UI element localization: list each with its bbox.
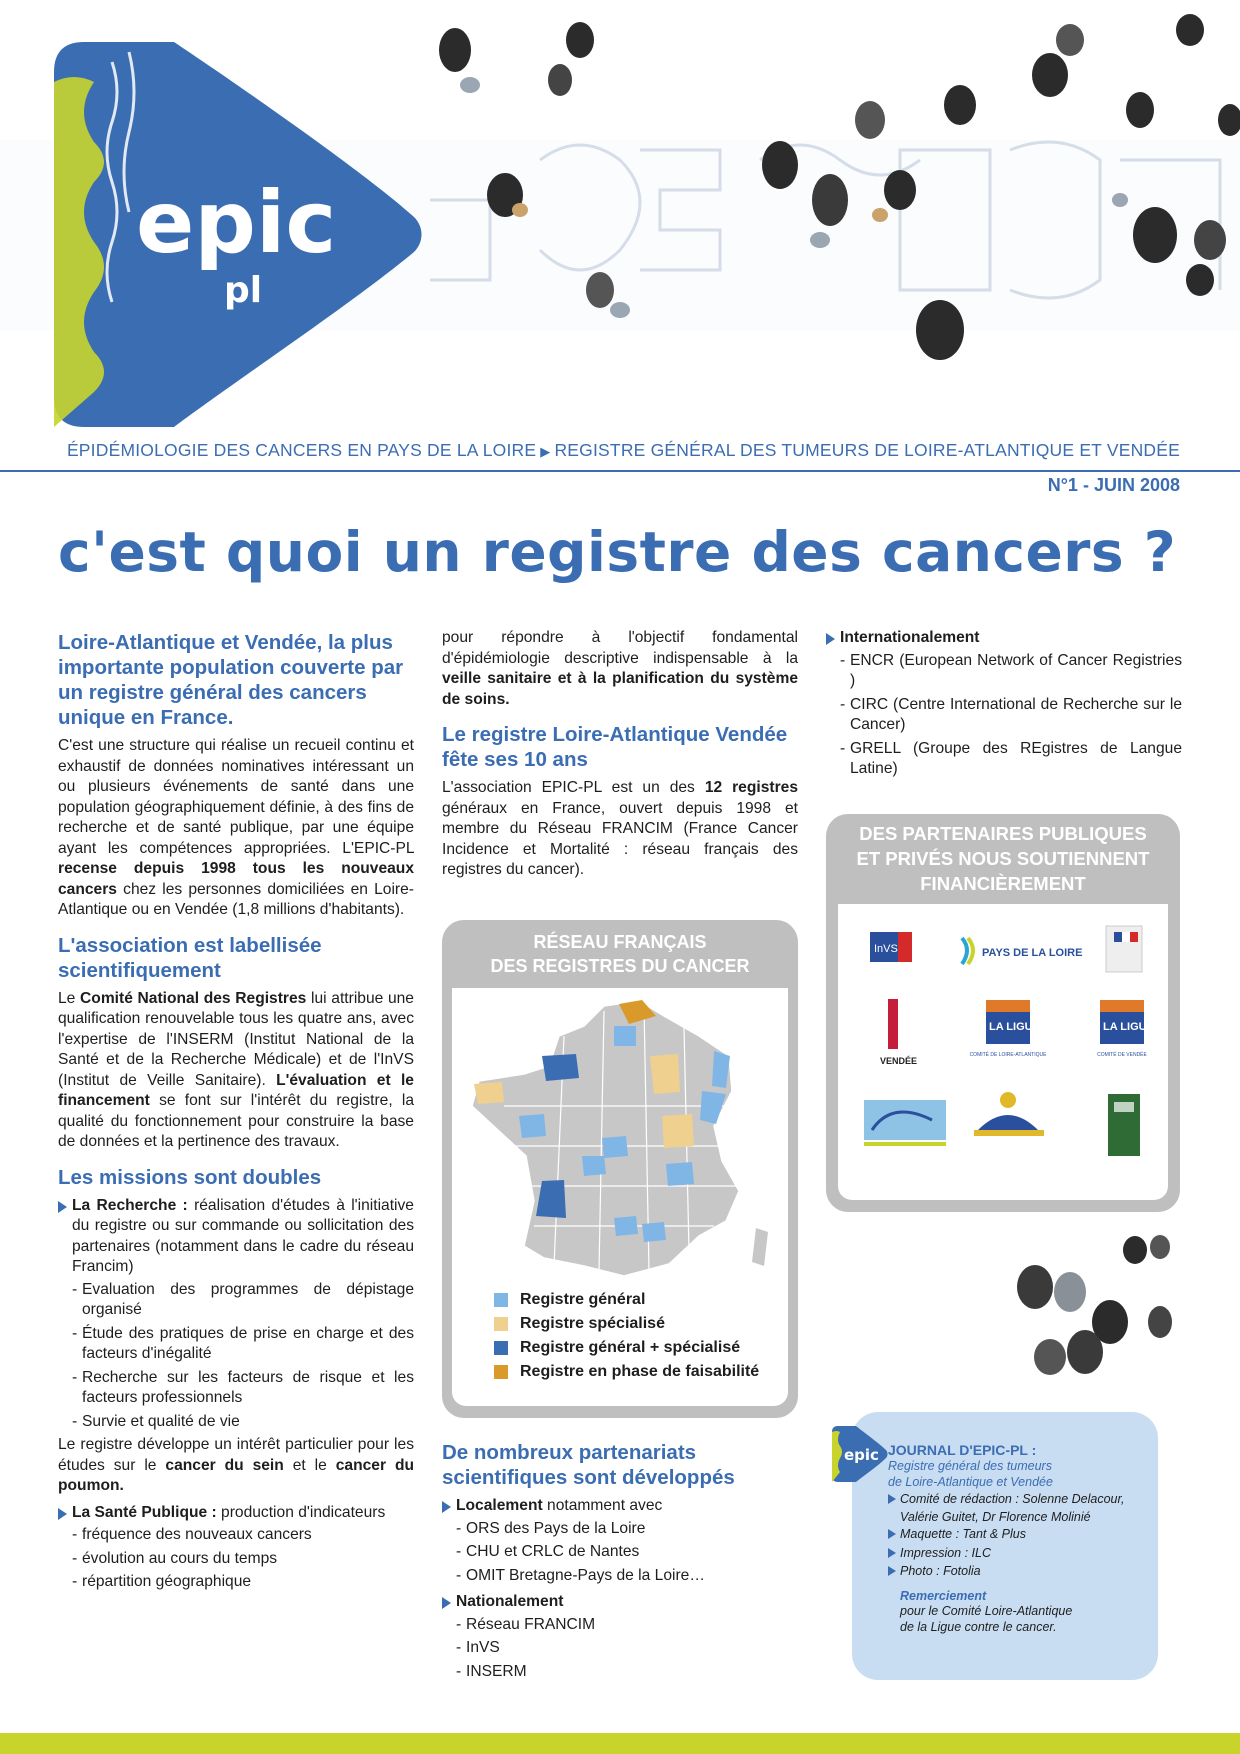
journal-line: Maquette : Tant & Plus (888, 1525, 1136, 1544)
ligue-la-logo-sub: COMITÉ DE LOIRE-ATLANTIQUE (969, 1052, 1047, 1058)
list-item: - fréquence des nouveaux cancers (72, 1525, 414, 1546)
epic-mini-logo (832, 1426, 888, 1482)
tagline (0, 440, 1180, 461)
map-title-line-2: DES REGISTRES DU CANCER (490, 956, 750, 976)
partners-panel (826, 814, 1180, 1212)
invs-logo-text: InVS (874, 943, 898, 955)
sante-text: production d'indicateurs (221, 1503, 386, 1521)
assoc-heading: L'association est labellisée scientifiquement (58, 933, 322, 982)
people-photo (1010, 1232, 1190, 1402)
journal-subtitle-1: Registre général des tumeurs (888, 1459, 1052, 1473)
page-title: c'est quoi un registre des cancers ? (58, 520, 1177, 584)
assoc-le: Le (58, 989, 76, 1007)
list-item: - Survie et qualité de vie (72, 1412, 414, 1433)
journal-credits-panel (844, 1412, 1158, 1680)
registre-paragraph (442, 778, 798, 881)
map-title-line-1: RÉSEAU FRANÇAIS (533, 932, 707, 952)
map-panel (442, 920, 798, 1418)
legend-swatch (494, 1365, 508, 1379)
legend-item (494, 1312, 759, 1336)
partners-title-line-1: DES PARTENAIRES PUBLIQUES (859, 823, 1147, 844)
recherche-text: réalisation d'études à l'initiative du registre ou sur commande ou sollicitation des partenaires (notamment dans le cadre du réseau Francim) (72, 1196, 414, 1275)
omit-logo (1108, 1094, 1140, 1156)
map-panel-title (442, 920, 798, 978)
map-legend (494, 1288, 759, 1384)
national-list (442, 1615, 798, 1683)
list-item: - InVS (456, 1638, 798, 1659)
assoc-bold-1: Comité National des Registres (80, 989, 307, 1007)
registre-heading: Le registre Loire-Atlantique Vendée fête ses 10 ans (442, 723, 788, 771)
vendee-logo (880, 999, 917, 1066)
ligue-la-logo-text: LA LIGUE (989, 1021, 1040, 1033)
cont-text: pour répondre à l'objectif fondamental d'épidémiologie descriptive indispensable à la (442, 629, 798, 667)
partners-logos (838, 904, 1168, 1200)
tagline-left: ÉPIDÉMIOLOGIE DES CANCERS EN PAYS DE LA LOIRE (66, 440, 537, 460)
recherche-bullet (58, 1196, 414, 1278)
list-item: - répartition géographique (72, 1572, 414, 1593)
recherche-label: La Recherche : (72, 1196, 188, 1214)
intro-bold: recense depuis 1998 tous les nouveaux cancers (58, 860, 414, 898)
national-label: Nationalement (456, 1593, 564, 1610)
footer-bar (0, 1733, 1240, 1754)
assoc-text-1: lui attribue une qualification renouvelable tous les quatre ans, avec l'expertise de l'INSERM (Institut National de la Santé et de la Recherche Médicale) et de l'InVS (Institut de Veille Sanitaire). (58, 989, 414, 1089)
column-2 (442, 628, 798, 881)
partenariats-heading: De nombreux partenariats scientifiques sont développés (442, 1441, 735, 1489)
legend-swatch (494, 1293, 508, 1307)
interet-bold-1: cancer du sein (165, 1456, 284, 1474)
missions-heading: Les missions sont doubles (58, 1165, 322, 1189)
assoc-paragraph (58, 989, 414, 1153)
crlc-logo (974, 1092, 1044, 1136)
intl-list (826, 651, 1182, 780)
brand-main: epic (136, 173, 337, 273)
legend-label: Registre en phase de faisabilité (520, 1363, 760, 1380)
region-logo-text: PAYS DE LA LOIRE (982, 947, 1083, 959)
column-1 (58, 630, 414, 1596)
legend-swatch (494, 1317, 508, 1331)
intro-heading: Loire-Atlantique et Vendée, la plus importante population couverte par un registre général des cancers unique en France. (58, 631, 404, 729)
france-map (464, 996, 776, 1286)
legend-label: Registre général (520, 1291, 646, 1308)
la-conseil-logo (864, 1100, 946, 1146)
intl-bullet (826, 628, 1182, 649)
tagline-right: REGISTRE GÉNÉRAL DES TUMEURS DE LOIRE-ATLANTIQUE ET VENDÉE (554, 440, 1180, 460)
local-text: notamment avec (547, 1497, 663, 1514)
reg-bold: 12 registres (704, 779, 798, 796)
partners-title (826, 814, 1180, 896)
map-panel-body (452, 988, 788, 1406)
list-item: - INSERM (456, 1662, 798, 1683)
column-3 (826, 628, 1182, 783)
epic-mini-text: epic (844, 1446, 879, 1464)
prefecture-logo (1106, 926, 1142, 972)
interet-text-1: Le registre développe un intérêt particulier pour les études sur le (58, 1436, 414, 1474)
legend-label: Registre spécialisé (520, 1315, 665, 1332)
journal-line-cont: Valérie Guitet, Dr Florence Molinié (900, 1509, 1091, 1524)
legend-item (494, 1360, 759, 1384)
ligue-vendee-logo-sub: COMITÉ DE VENDÉE (1097, 1052, 1147, 1058)
journal-content (888, 1442, 1136, 1636)
intro-text-2: chez les personnes domiciliées en Loire-Atlantique ou en Vendée (1,8 millions d'habitants). (58, 880, 414, 918)
list-item: - OMIT Bretagne-Pays de la Loire… (456, 1566, 798, 1587)
journal-line: Photo : Fotolia (888, 1562, 1136, 1581)
local-list (442, 1519, 798, 1587)
local-bullet (442, 1496, 798, 1517)
sante-list (58, 1525, 414, 1593)
interet-paragraph (58, 1435, 414, 1497)
list-item: - Evaluation des programmes de dépistage organisé (72, 1280, 414, 1321)
sante-label: La Santé Publique : (72, 1503, 217, 1521)
local-label: Localement (456, 1497, 543, 1514)
sante-bullet (58, 1503, 414, 1524)
list-item: - CHU et CRLC de Nantes (456, 1542, 798, 1563)
ligue-vendee-logo-text: LA LIGUE (1103, 1021, 1154, 1033)
intro-paragraph (58, 736, 414, 921)
partenariats-section (442, 1440, 798, 1685)
region-logo (962, 938, 1082, 964)
reg-text-1: L'association EPIC-PL est un des (442, 779, 695, 796)
reg-text-2: généraux en France, ouvert depuis 1998 et membre du Réseau FRANCIM (France Cancer Incidence et Mortalité : réseau français des registres du cancer). (442, 799, 798, 878)
list-item: - Réseau FRANCIM (456, 1615, 798, 1636)
assoc-text-2: se font sur l'intérêt du registre, la qualité du fonctionnement pour construire la base de données et la pertinence des travaux. (58, 1092, 414, 1150)
arrow-right-icon: ▶ (540, 444, 551, 459)
ligue-vendee-logo (1097, 1000, 1154, 1058)
partner-logo-grid (838, 904, 1168, 1200)
continuation-paragraph (442, 628, 798, 710)
epic-logo (54, 42, 434, 427)
header-rule (0, 470, 1240, 472)
national-bullet (442, 1592, 798, 1613)
assoc-bold-2: L'évaluation et le financement (58, 1071, 414, 1109)
brand-sub: pl (224, 270, 263, 311)
interet-period: . (119, 1477, 124, 1494)
journal-title: JOURNAL D'EPIC-PL : (888, 1442, 1037, 1458)
intl-label: Internationalement (840, 629, 980, 646)
intro-text: C'est une structure qui réalise un recueil continu et exhaustif de données nominatives intéressant un ou plusieurs événements de santé dans une population géographiquement définie, à des fins de recherche et de santé publique, par une équipe ayant les compétences appropriées. L'EPIC-PL (58, 737, 414, 857)
list-item: - Recherche sur les facteurs de risque et les facteurs professionnels (72, 1368, 414, 1409)
journal-rem-1: pour le Comité Loire-Atlantique (900, 1603, 1073, 1618)
interet-text-2: et le (292, 1456, 327, 1474)
interet-bold-2: cancer du poumon (58, 1456, 415, 1494)
list-item: - Étude des pratiques de prise en charge et des facteurs d'inégalité (72, 1324, 414, 1365)
journal-line: Comité de rédaction : Solenne Delacour, (888, 1490, 1136, 1509)
partners-title-line-2: ET PRIVÉS NOUS SOUTIENNENT (856, 848, 1150, 869)
cont-bold: veille sanitaire et à la planification du système de soins. (442, 670, 798, 708)
journal-remerciement: Remerciement (900, 1588, 987, 1603)
list-item: - GRELL (Groupe des REgistres de Langue Latine) (840, 739, 1182, 780)
vendee-logo-text: VENDÉE (880, 1056, 918, 1066)
ligue-la-logo (970, 1000, 1048, 1058)
list-item: - évolution au cours du temps (72, 1549, 414, 1570)
issue-number: N°1 - JUIN 2008 (1047, 475, 1180, 495)
list-item: - ENCR (European Network of Cancer Registries ) (840, 651, 1182, 692)
journal-rem-2: de la Ligue contre le cancer. (900, 1620, 1057, 1634)
list-item: - ORS des Pays de la Loire (456, 1519, 798, 1540)
journal-line: Impression : ILC (888, 1544, 1136, 1563)
legend-item (494, 1288, 759, 1312)
hero-banner (0, 0, 1240, 430)
legend-label: Registre général + spécialisé (520, 1339, 741, 1356)
recherche-list (58, 1280, 414, 1433)
journal-subtitle-2: de Loire-Atlantique et Vendée (888, 1475, 1053, 1489)
invs-logo (870, 932, 912, 962)
legend-swatch (494, 1341, 508, 1355)
list-item: - CIRC (Centre International de Recherche sur le Cancer) (840, 695, 1182, 736)
partners-title-line-3: FINANCIÈREMENT (920, 873, 1086, 894)
legend-item (494, 1336, 759, 1360)
